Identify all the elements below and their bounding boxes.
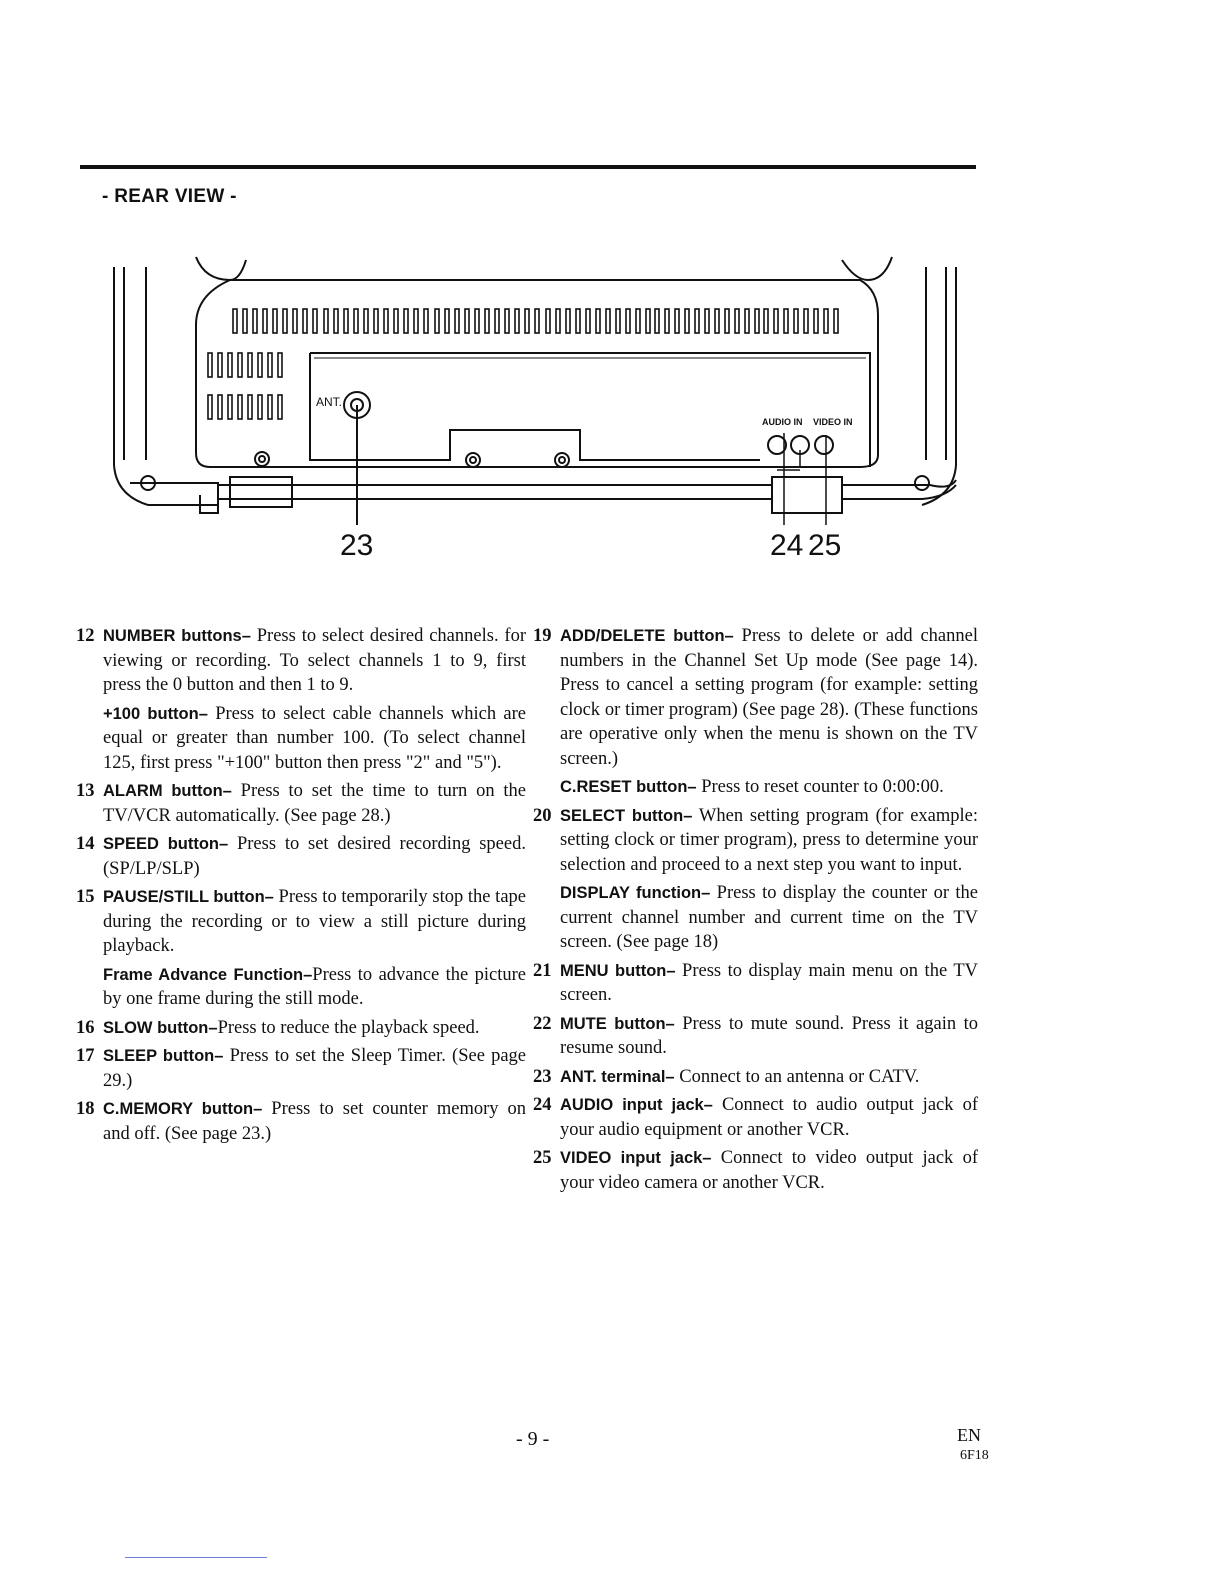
video-in-label: VIDEO IN [813,417,853,427]
item-15 [76,885,526,959]
item-20 [533,804,978,878]
item-24 [533,1093,978,1142]
item-text: Press to mute sound. Press it again to resume sound. [560,1013,978,1058]
item-25 [533,1146,978,1195]
item-20-sub [533,881,978,955]
item-12 [76,624,526,698]
item-text: Connect to video output jack of your video camera or another VCR. [560,1148,978,1193]
item-heading: ADD/DELETE button– [560,627,734,645]
item-text: Press to delete or add channel numbers in the Channel Set Up mode (See page 14). Press to cancel a setting program (for example: setting clock or timer program) (See page 28). (These functions are operative only when the menu is shown on the TV screen.) [560,626,978,769]
item-number: 14 [76,834,95,854]
item-19 [533,624,978,771]
item-heading: SLOW button– [103,1018,218,1037]
item-number: 23 [533,1066,552,1087]
item-16 [76,1016,526,1041]
section-title: - REAR VIEW - [102,186,237,207]
item-heading: SPEED button– [103,835,229,853]
item-number: 16 [76,1017,95,1038]
item-19-sub [533,775,978,800]
right-column [533,624,978,1199]
item-text: Press to set the Sleep Timer. (See page 29.) [103,1046,526,1091]
item-number: 22 [533,1013,552,1034]
item-text: When setting program (for example: setting clock or timer program), press to determine your selection and proceed to a next step you want to input. [560,805,978,875]
item-text: Press to select cable channels which are equal or greater than number 100. (To select channel 125, first press "+100" button then press "2" and "5"). [103,703,527,773]
item-number: 21 [533,960,552,981]
item-number: 12 [76,626,95,646]
item-heading: C.RESET button– [560,778,697,796]
item-heading: MUTE button– [560,1014,675,1033]
item-heading: DISPLAY function– [560,884,711,902]
callout-23: 23 [340,529,374,562]
page-number: - 9 - [516,1428,550,1450]
item-text: Press to set the time to turn on the TV/VCR automatically. (See page 28.) [103,781,526,826]
item-text: Connect to an antenna or CATV. [674,1066,920,1087]
item-17 [76,1044,526,1093]
item-heading: PAUSE/STILL button– [103,888,274,906]
item-heading: ANT. terminal– [560,1067,675,1086]
left-column [76,624,526,1150]
rear-view-diagram [100,255,970,565]
top-rule [80,165,976,169]
audio-in-label: AUDIO IN [762,417,803,427]
item-number: 25 [533,1148,552,1168]
model-code: 6F18 [960,1448,989,1463]
item-number: 15 [76,887,95,907]
item-12-sub [76,702,526,776]
item-18 [76,1097,526,1146]
item-heading: +100 button– [103,704,208,723]
item-13 [76,779,526,828]
item-text: Press to temporarily stop the tape during the recording or to view a still picture during playback. [103,887,526,956]
item-text: Press to display the counter or the current channel number and current time on the TV screen. (See page 18) [560,883,978,952]
item-text: Press to set counter memory on and off. (See page 23.) [103,1099,527,1144]
item-heading: AUDIO input jack– [560,1096,713,1114]
item-heading: Frame Advance Function– [103,965,313,984]
item-number: 20 [533,805,552,826]
item-heading: NUMBER buttons– [103,627,251,645]
item-14 [76,832,526,881]
item-22 [533,1012,978,1061]
item-number: 24 [533,1095,552,1115]
item-number: 19 [533,626,552,646]
item-heading: ALARM button– [103,782,232,800]
item-heading: VIDEO input jack– [560,1149,712,1167]
item-23 [533,1065,978,1090]
rear-view-illustration [100,255,970,565]
item-number: 13 [76,781,95,801]
item-text: Press to reduce the playback speed. [217,1017,480,1038]
item-15-sub [76,963,526,1012]
item-text: Press to display main menu on the TV screen. [560,960,978,1005]
ant-label: ANT. [316,395,343,409]
item-heading: SLEEP button– [103,1047,224,1065]
item-number: 18 [76,1099,95,1119]
item-text: Press to set desired recording speed. (SP/LP/SLP) [103,834,526,879]
language-code: EN [957,1425,981,1445]
item-heading: MENU button– [560,961,676,980]
item-text: Press to reset counter to 0:00:00. [696,777,944,797]
item-21 [533,959,978,1008]
callout-24: 24 [770,529,804,562]
bottom-link-line [125,1557,267,1558]
callout-25: 25 [808,529,842,562]
item-heading: SELECT button– [560,806,693,825]
item-number: 17 [76,1046,95,1066]
item-text: Connect to audio output jack of your audio equipment or another VCR. [560,1095,978,1140]
item-text: Press to select desired channels. for viewing or recording. To select channels 1 to 9, first press the 0 button and then 1 to 9. [103,626,527,695]
item-text: Press to advance the picture by one frame during the still mode. [103,964,527,1009]
item-heading: C.MEMORY button– [103,1100,263,1118]
